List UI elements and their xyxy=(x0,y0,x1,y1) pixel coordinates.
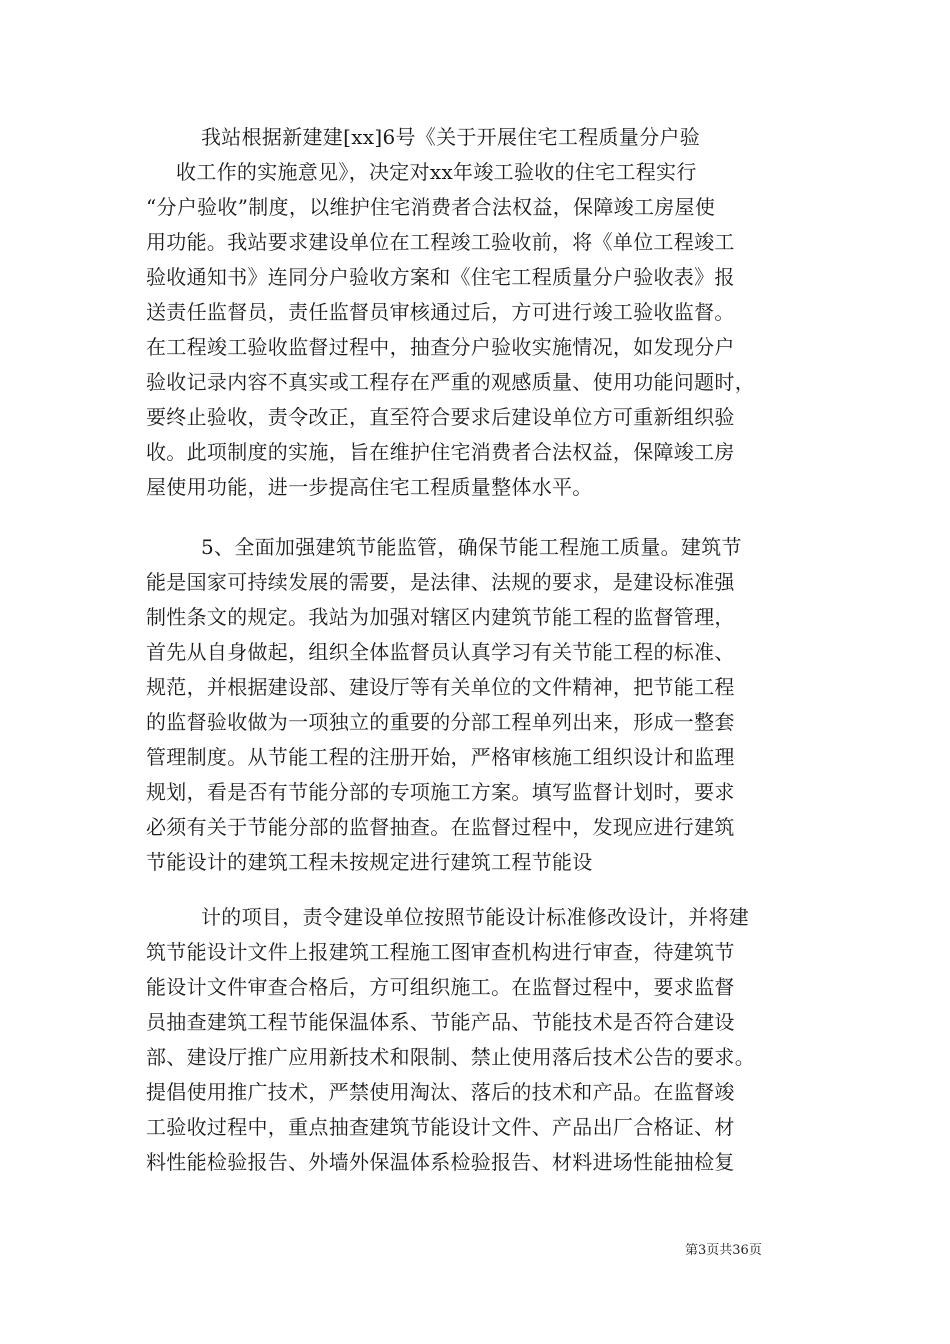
paragraph-1-line: 在工程竣工验收监督过程中，抽查分户验收实施情况，如发现分户 xyxy=(146,335,735,359)
paragraph-1-line: 我站根据新建建[xx]6号《关于开展住宅工程质量分户验 xyxy=(201,125,700,149)
paragraph-2-line: 首先从自身做起，组织全体监督员认真学习有关节能工程的标准、 xyxy=(146,640,735,664)
page-number: 第3页共36页 xyxy=(685,1243,762,1258)
paragraph-2-line: 规范，并根据建设部、建设厅等有关单位的文件精神，把节能工程 xyxy=(146,675,735,699)
paragraph-2-line: 节能设计的建筑工程未按规定进行建筑工程节能设 xyxy=(146,850,593,874)
paragraph-1-line: 要终止验收，责令改正，直至符合要求后建设单位方可重新组织验 xyxy=(146,405,735,429)
paragraph-3-line: 员抽查建筑工程节能保温体系、节能产品、节能技术是否符合建设 xyxy=(146,1010,735,1034)
paragraph-2-line: 制性条文的规定。我站为加强对辖区内建筑节能工程的监督管理， xyxy=(146,605,735,629)
paragraph-3-line: 计的项目，责令建设单位按照节能设计标准修改设计，并将建 xyxy=(201,905,750,929)
paragraph-1 xyxy=(146,120,822,505)
paragraph-3-line: 能设计文件审查合格后，方可组织施工。在监督过程中，要求监督 xyxy=(146,975,735,999)
paragraph-3-line: 部、建设厅推广应用新技术和限制、禁止使用落后技术公告的要求。 xyxy=(146,1045,755,1069)
paragraph-2-line: 5、全面加强建筑节能监管，确保节能工程施工质量。建筑节 xyxy=(201,535,742,559)
paragraph-1-line: 用功能。我站要求建设单位在工程竣工验收前，将《单位工程竣工 xyxy=(146,230,735,254)
paragraph-3 xyxy=(146,900,822,1180)
paragraph-2-line: 管理制度。从节能工程的注册开始，严格审核施工组织设计和监理 xyxy=(146,745,735,769)
paragraph-1-line: 屋使用功能，进一步提高住宅工程质量整体水平。 xyxy=(146,475,593,499)
paragraph-2-line: 的监督验收做为一项独立的重要的分部工程单列出来，形成一整套 xyxy=(146,710,735,734)
paragraph-2-line: 能是国家可持续发展的需要，是法律、法规的要求，是建设标准强 xyxy=(146,570,735,594)
paragraph-1-line: “分户验收”制度，以维护住宅消费者合法权益，保障竣工房屋使 xyxy=(146,195,716,219)
paragraph-2-line: 规划，看是否有节能分部的专项施工方案。填写监督计划时，要求 xyxy=(146,780,735,804)
paragraph-1-line: 送责任监督员，责任监督员审核通过后，方可进行竣工验收监督。 xyxy=(146,300,735,324)
paragraph-3-line: 工验收过程中，重点抽查建筑节能设计文件、产品出厂合格证、材 xyxy=(146,1115,735,1139)
paragraph-1-line: 验收记录内容不真实或工程存在严重的观感质量、使用功能问题时， xyxy=(146,370,755,394)
paragraph-1-line: 验收通知书》连同分户验收方案和《住宅工程质量分户验收表》报 xyxy=(146,265,735,289)
paragraph-2 xyxy=(146,530,822,880)
paragraph-3-line: 提倡使用推广技术，严禁使用淘汰、落后的技术和产品。在监督竣 xyxy=(146,1080,735,1104)
paragraph-1-line: 收。此项制度的实施，旨在维护住宅消费者合法权益，保障竣工房 xyxy=(146,440,735,464)
paragraph-3-line: 筑节能设计文件上报建筑工程施工图审查机构进行审查，待建筑节 xyxy=(146,940,735,964)
paragraph-3-line: 料性能检验报告、外墙外保温体系检验报告、材料进场性能抽检复 xyxy=(146,1150,735,1174)
paragraph-1-line: 收工作的实施意见》，决定对xx年竣工验收的住宅工程实行 xyxy=(176,160,697,184)
paragraph-2-line: 必须有关于节能分部的监督抽查。在监督过程中，发现应进行建筑 xyxy=(146,815,735,839)
